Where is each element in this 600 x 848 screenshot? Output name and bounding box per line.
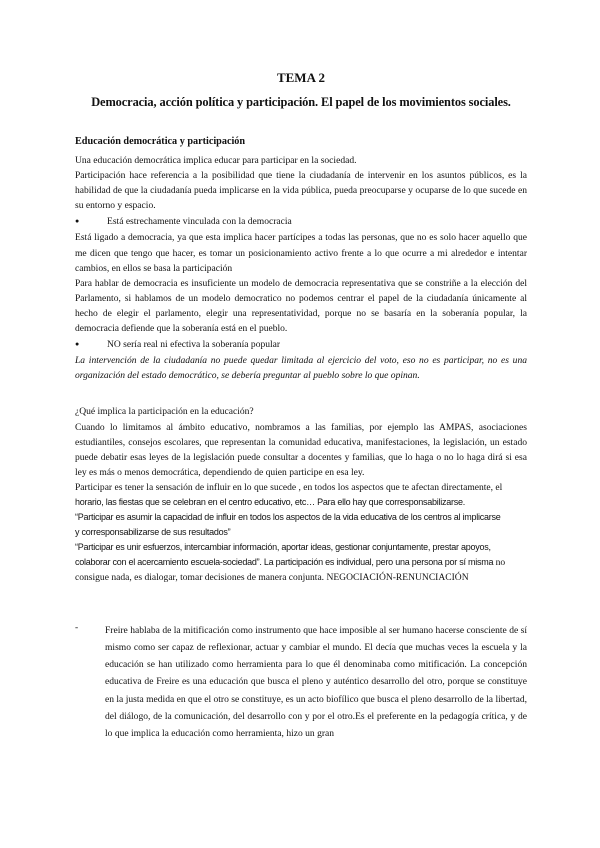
quote-text: y corresponsabilizarse de sus resultados” <box>75 527 231 538</box>
quote-text: colaborar con el acercamiento escuela-sociedad”. La participación es individual, pero una persona por sí misma <box>75 557 494 568</box>
paragraph: Para hablar de democracia es insuficiente un modelo de democracia representativa que se constriñe a la elección del Parlamento, si hablamos de un modelo democratico no podemos centrar el papel de la ciudadanía únicamente al hecho de elegir el parlamento, elegir una representatividad, porque no se basaría en la soberanía popular, la democracia defiende que la soberanía está en el pueblo. <box>75 277 527 335</box>
document-title: TEMA 2 <box>276 70 326 85</box>
quote <box>75 540 527 555</box>
quote <box>75 510 527 525</box>
quote-tail: no <box>493 557 506 569</box>
paragraph <box>75 495 527 510</box>
bullet-item <box>75 337 527 352</box>
bullet-text: Está estrechamente vinculada con la democracia <box>107 216 292 228</box>
paragraph: Freire hablaba de la mitificación como instrumento que hace imposible al ser humano hacerse consciente de sí mismo como ser capaz de reflexionar, actuar y cambiar el mundo. El decía que muchas veces la escuela y la educación se han utilizado como herramienta para lo que él denominaba como mitificación. La concepción educativa de Freire es una educación que busca el pleno y auténtico desarrollo del otro, porque se constituye en la justa medida en que el otro se constituye, es un acto biofílico que busca el pleno desarrollo de la libertad, del diálogo, de la comunicación, del desarrollo con y por el otro.Es el preferente en la pedagogía crítica, y de lo que implica la educación como herramienta, hizo un gran <box>105 624 527 740</box>
bullet-item <box>75 214 527 229</box>
paragraph: Participación hace referencia a la posibilidad que tiene la ciudadanía de intervenir en los asuntos públicos, es la habilidad de que la ciudadanía pueda implicarse en la vida pública, pueda preocuparse y ocuparse de lo que sucede en su entorno y espacio. <box>75 170 527 212</box>
paragraph: Una educación democrática implica educar para participar en la sociedad. <box>75 155 357 166</box>
paragraph: Participar es tener la sensación de influir en lo que sucede , en todos los aspectos que te afectan directamente, el <box>75 481 503 493</box>
quote <box>75 555 527 570</box>
section-heading: Educación democrática y participación <box>75 136 246 147</box>
paragraph: Está ligado a democracia, ya que esta implica hacer partícipes a todas las personas, que no es solo hacer aquello que me dicen que tengo que hacer, es tomar un posicionamiento activo frente a lo que ocurre a mi alrededor e intentar cambios, en ellos se basa la participación <box>75 232 527 274</box>
condensed-text: horario, las fiestas que se celebran en el centro educativo, etc… Para ello hay que corresponsabilizarse. <box>75 496 465 507</box>
italic-paragraph: La intervención de la ciudadanía no puede quedar limitada al ejercicio del voto, eso no es participar, no es una organización del estado democrático, se debería preguntar al pueblo sobre lo que opinan. <box>75 355 527 382</box>
document-body <box>75 70 527 743</box>
section-question: ¿Qué implica la participación en la educación? <box>75 406 254 418</box>
paragraph: Cuando lo limitamos al ámbito educativo, nombramos a las familias, por ejemplo las AMPAS, asociaciones estudiantiles, consejos escolares, que representan la comunidad educativa, manifestaciones, la legislación, un estado puede debatir esas leyes de la legislación puede consultar a docentes y familias, que lo haga o no lo haga dirá si esa ley es más o menos democrática, dependiendo de quien participe en esa ley. <box>75 421 527 478</box>
bullet-text: NO sería real ni efectiva la soberanía popular <box>107 339 281 351</box>
quote-text: “Participar es asumir la capacidad de influir en todos los aspectos de la vida educativa de los centros al implicarse <box>75 512 501 523</box>
quote-text: “Participar es unir esfuerzos, intercambiar información, aportar ideas, gestionar conjuntamente, prestar apoyos, <box>75 542 491 553</box>
dash-list-item <box>75 622 527 743</box>
paragraph: consigue nada, es dialogar, tomar decisiones de manera conjunta. NEGOCIACIÓN-RENUNCIACIÓN <box>75 572 469 584</box>
quote <box>75 525 527 540</box>
dash-marker: - <box>75 621 79 633</box>
document-subtitle: Democracia, acción política y participación. El papel de los movimientos sociales. <box>91 95 511 109</box>
